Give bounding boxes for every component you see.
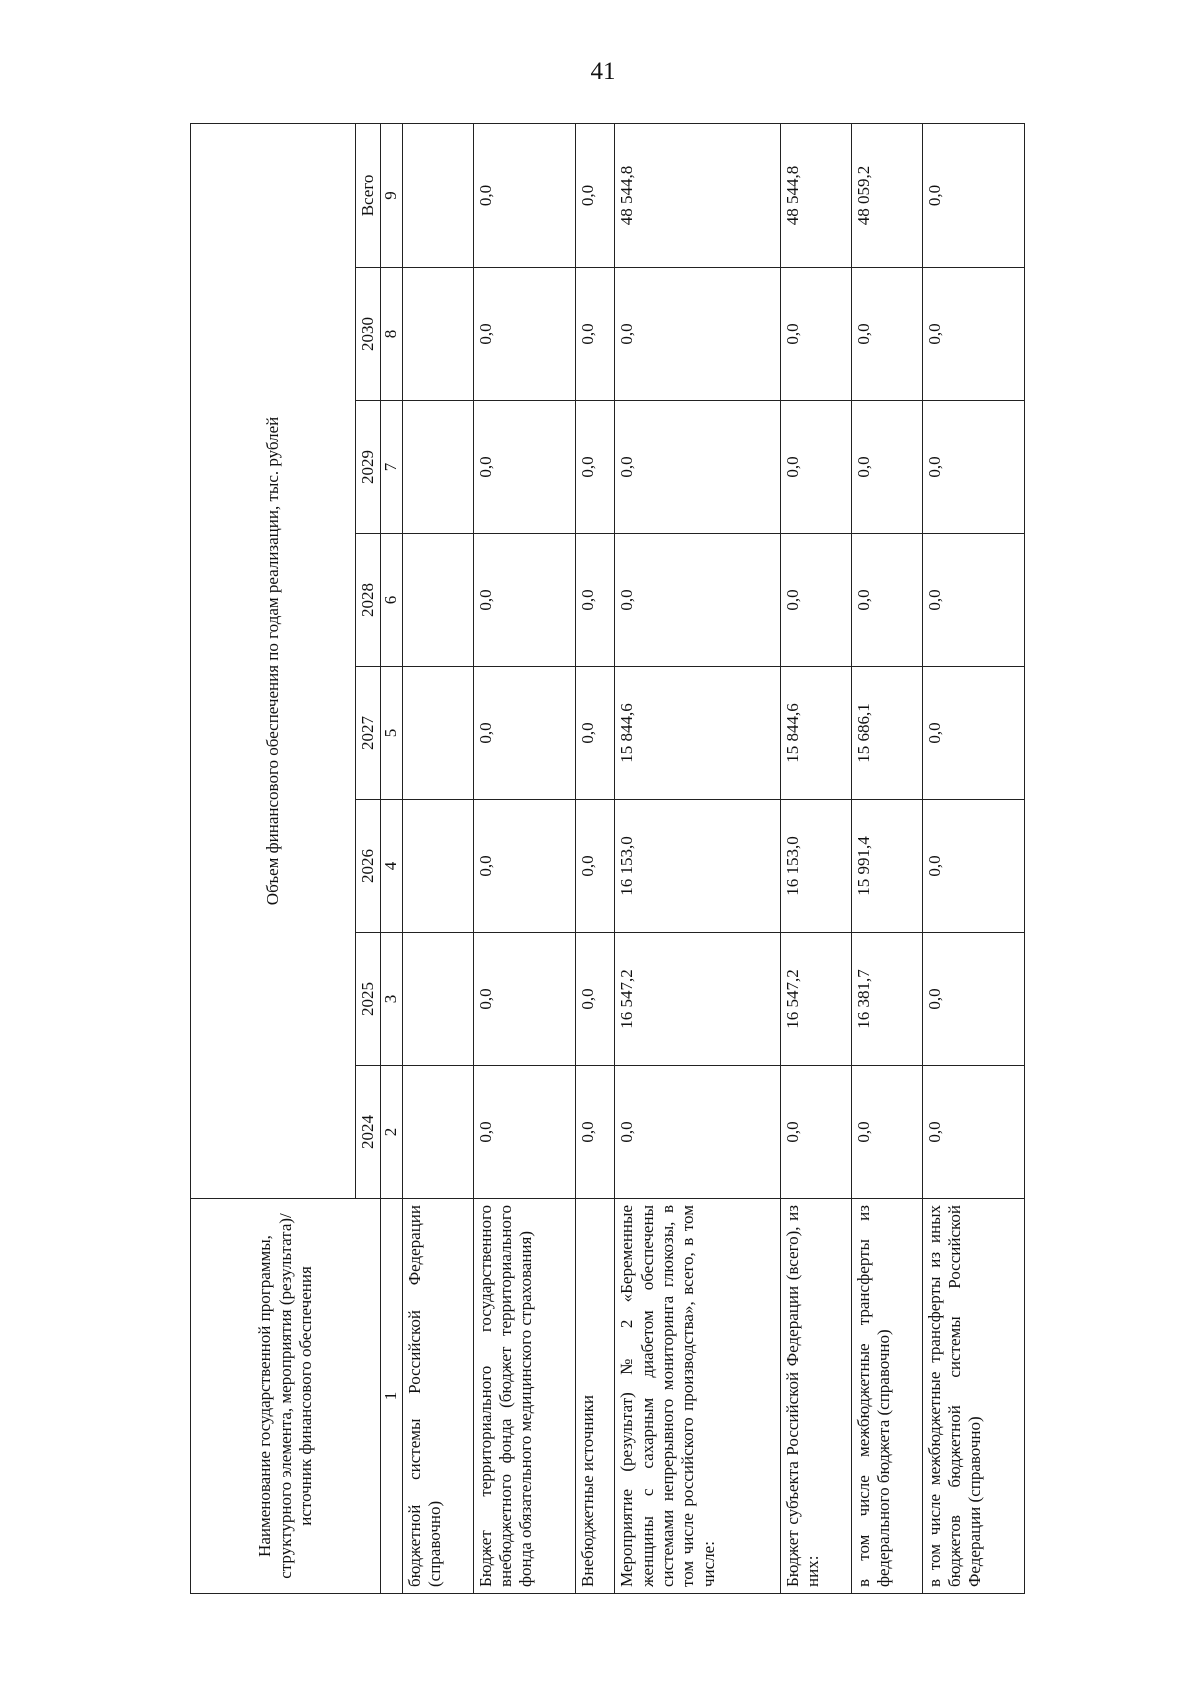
volume-header: Объем финансового обеспечения по годам реализации, тыс. рублей xyxy=(191,123,356,1198)
value-cell: 0,0 xyxy=(922,401,1024,534)
value-cell: 15 686,1 xyxy=(851,667,922,800)
value-cell xyxy=(402,123,473,267)
value-cell: 0,0 xyxy=(576,933,615,1066)
year-header: 2024 xyxy=(356,1066,381,1199)
value-cell: 0,0 xyxy=(922,667,1024,800)
value-cell: 0,0 xyxy=(922,800,1024,933)
value-cell xyxy=(402,667,473,800)
value-cell: 0,0 xyxy=(473,123,575,267)
value-cell: 0,0 xyxy=(615,401,781,534)
value-cell: 0,0 xyxy=(780,1066,851,1199)
value-cell: 0,0 xyxy=(576,667,615,800)
total-header: Всего xyxy=(356,123,381,267)
value-cell: 15 844,6 xyxy=(615,667,781,800)
value-cell xyxy=(402,800,473,933)
value-cell: 16 153,0 xyxy=(615,800,781,933)
column-number: 4 xyxy=(381,800,402,933)
column-number: 7 xyxy=(381,401,402,534)
column-number: 8 xyxy=(381,268,402,401)
value-cell: 0,0 xyxy=(576,401,615,534)
year-header: 2027 xyxy=(356,667,381,800)
value-cell: 0,0 xyxy=(851,401,922,534)
value-cell: 0,0 xyxy=(473,401,575,534)
value-cell: 0,0 xyxy=(576,1066,615,1199)
column-number: 1 xyxy=(381,1199,402,1594)
row-name: в том числе межбюджетные трансферты из федерального бюджета (справочно) xyxy=(851,1199,922,1594)
value-cell: 16 153,0 xyxy=(780,800,851,933)
value-cell: 0,0 xyxy=(473,667,575,800)
value-cell: 0,0 xyxy=(780,268,851,401)
value-cell: 0,0 xyxy=(576,268,615,401)
value-cell: 0,0 xyxy=(922,933,1024,1066)
value-cell: 0,0 xyxy=(851,1066,922,1199)
year-header: 2030 xyxy=(356,268,381,401)
value-cell: 0,0 xyxy=(780,401,851,534)
value-cell: 16 381,7 xyxy=(851,933,922,1066)
value-cell xyxy=(402,401,473,534)
table-row xyxy=(851,123,922,1593)
value-cell: 0,0 xyxy=(851,268,922,401)
value-cell: 0,0 xyxy=(922,534,1024,667)
column-number: 3 xyxy=(381,933,402,1066)
value-cell xyxy=(402,1066,473,1199)
table-row xyxy=(615,123,781,1593)
value-cell: 0,0 xyxy=(576,123,615,267)
year-header: 2029 xyxy=(356,401,381,534)
value-cell: 0,0 xyxy=(615,534,781,667)
row-name: Внебюджетные источники xyxy=(576,1199,615,1594)
value-cell: 0,0 xyxy=(576,534,615,667)
year-header: 2028 xyxy=(356,534,381,667)
row-name: в том числе межбюджетные трансферты из иных бюджетов бюджетной системы Российской Федерации (справочно) xyxy=(922,1199,1024,1594)
value-cell: 0,0 xyxy=(576,800,615,933)
year-header: 2025 xyxy=(356,933,381,1066)
table-row xyxy=(576,123,615,1593)
row-name: Бюджет территориального государственного внебюджетного фонда (бюджет территориального фонда обязательного медицинского страхования) xyxy=(473,1199,575,1594)
value-cell: 15 844,6 xyxy=(780,667,851,800)
column-number: 5 xyxy=(381,667,402,800)
value-cell: 0,0 xyxy=(922,1066,1024,1199)
value-cell: 0,0 xyxy=(473,800,575,933)
column-number: 9 xyxy=(381,123,402,267)
value-cell: 0,0 xyxy=(615,1066,781,1199)
value-cell: 48 544,8 xyxy=(615,123,781,267)
row-name: Мероприятие (результат) № 2 «Беременные женщины с сахарным диабетом обеспечены системами непрерывного мониторинга глюкозы, в том числе российского производства», всего, в том числе: xyxy=(615,1199,781,1594)
year-header: 2026 xyxy=(356,800,381,933)
value-cell: 0,0 xyxy=(922,123,1024,267)
table-row xyxy=(402,123,473,1593)
value-cell xyxy=(402,534,473,667)
value-cell xyxy=(402,268,473,401)
value-cell: 48 544,8 xyxy=(780,123,851,267)
page-number: 41 xyxy=(590,58,616,85)
value-cell: 0,0 xyxy=(473,268,575,401)
value-cell: 0,0 xyxy=(473,1066,575,1199)
column-number-row xyxy=(381,123,402,1593)
row-name: бюджетной системы Российской Федерации (справочно) xyxy=(402,1199,473,1594)
table-row xyxy=(473,123,575,1593)
value-cell: 0,0 xyxy=(473,933,575,1066)
value-cell xyxy=(402,933,473,1066)
value-cell: 16 547,2 xyxy=(780,933,851,1066)
column-number: 6 xyxy=(381,534,402,667)
table-row xyxy=(780,123,851,1593)
column-number: 2 xyxy=(381,1066,402,1199)
value-cell: 0,0 xyxy=(851,534,922,667)
table-row xyxy=(922,123,1024,1593)
value-cell: 15 991,4 xyxy=(851,800,922,933)
value-cell: 0,0 xyxy=(615,268,781,401)
value-cell: 0,0 xyxy=(780,534,851,667)
value-cell: 48 059,2 xyxy=(851,123,922,267)
value-cell: 0,0 xyxy=(922,268,1024,401)
value-cell: 0,0 xyxy=(473,534,575,667)
row-name: Бюджет субъекта Российской Федерации (всего), из них: xyxy=(780,1199,851,1594)
rotated-table-container xyxy=(190,124,1025,1594)
header-row-title xyxy=(191,123,356,1593)
value-cell: 16 547,2 xyxy=(615,933,781,1066)
financing-table xyxy=(190,123,1025,1594)
name-column-header: Наименование государственной программы, структурного элемента, мероприятия (результата)/источник финансового обеспечения xyxy=(191,1199,381,1594)
